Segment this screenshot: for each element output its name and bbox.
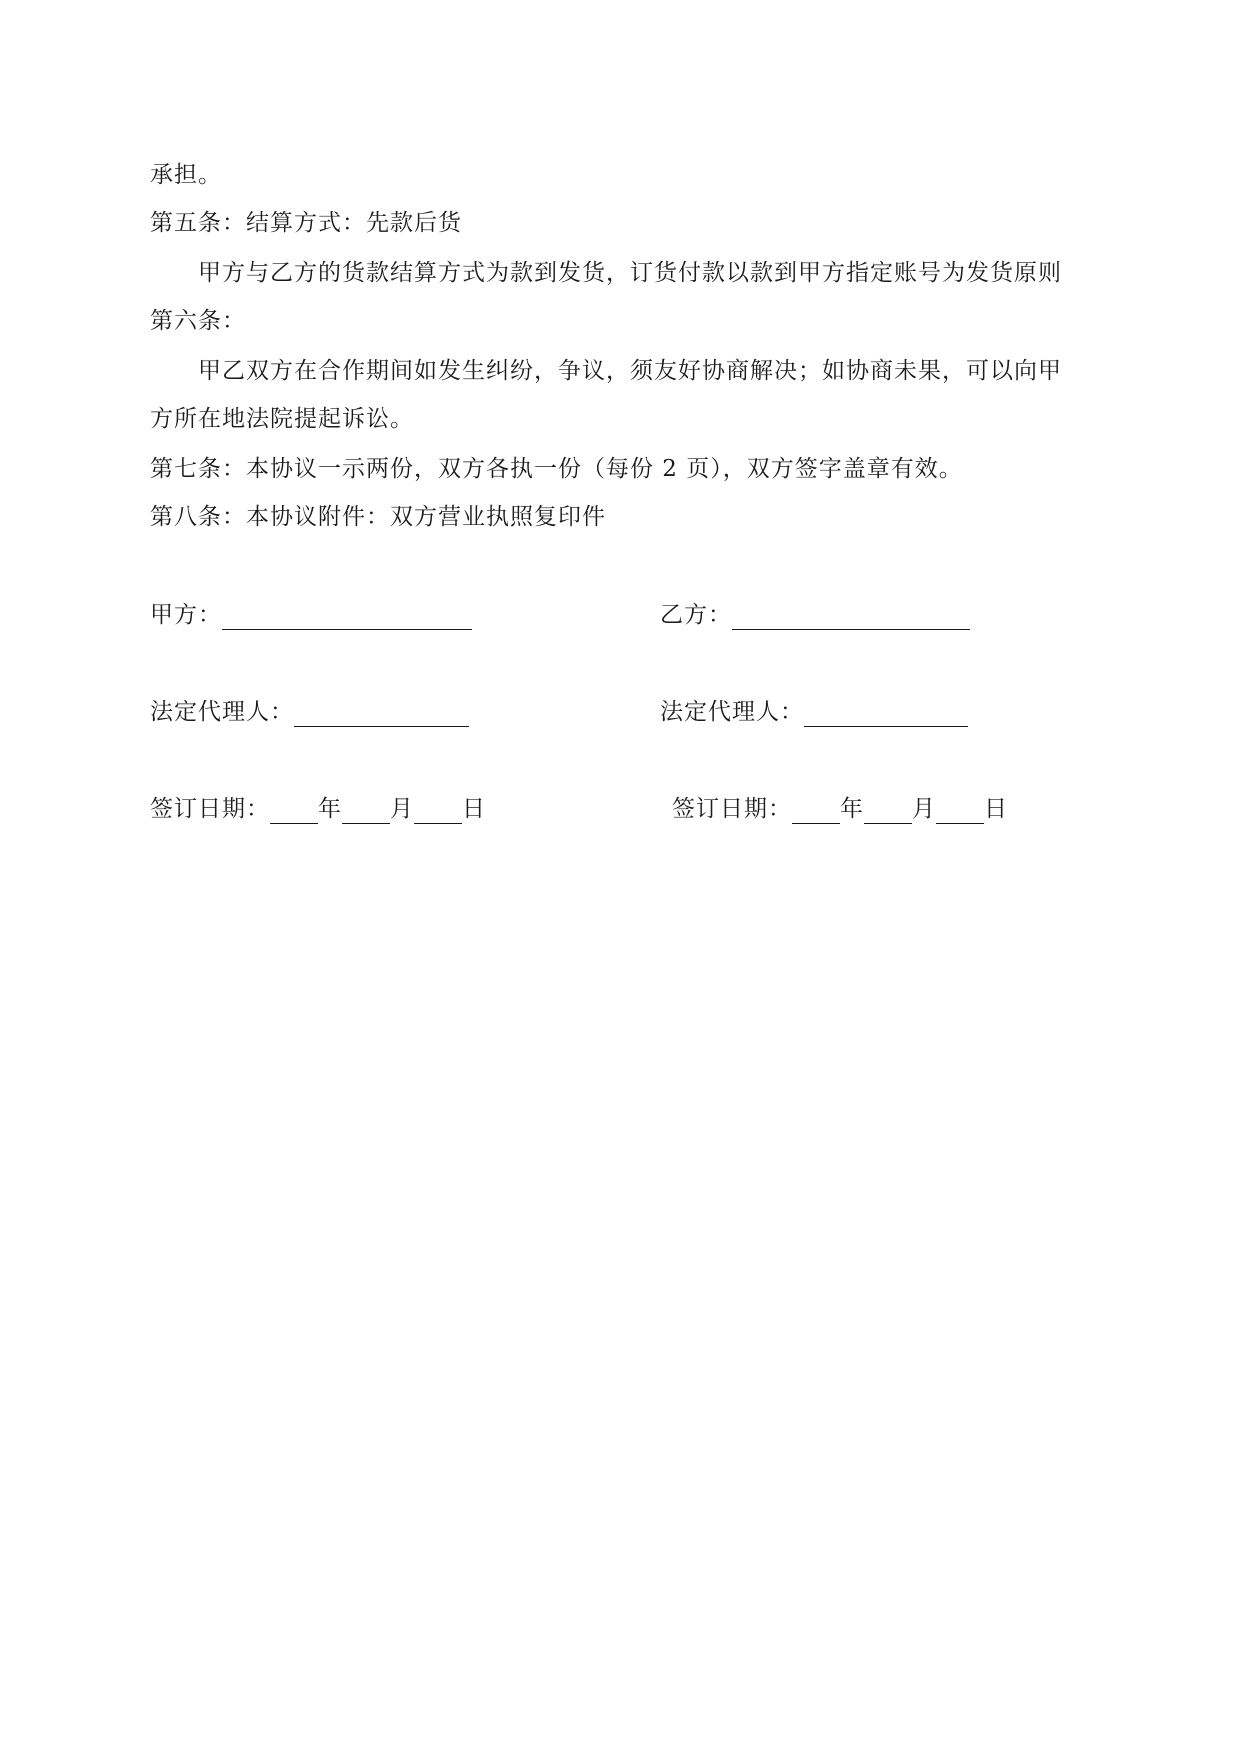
- party-b-signature-line: [732, 605, 970, 630]
- month-unit-a: 月: [390, 796, 414, 822]
- day-line-a: [414, 799, 462, 824]
- day-unit-b: 日: [984, 796, 1008, 822]
- month-line-b: [864, 799, 912, 824]
- party-a-signature-line: [222, 605, 472, 630]
- sign-date-a-row: [150, 794, 486, 824]
- legal-rep-a-row: [150, 697, 469, 727]
- text-line-continuation: 承担。: [150, 162, 222, 188]
- year-line-b: [792, 799, 840, 824]
- article-6-title: 第六条：: [150, 308, 246, 334]
- legal-rep-a-label: 法定代理人：: [150, 699, 294, 725]
- month-unit-b: 月: [912, 796, 936, 822]
- year-unit-b: 年: [840, 796, 864, 822]
- legal-rep-b-label: 法定代理人：: [660, 699, 804, 725]
- year-line-a: [270, 799, 318, 824]
- sign-date-b-row: [672, 794, 1008, 824]
- sign-date-a-label: 签订日期：: [150, 796, 270, 822]
- article-6-text-line-2: 方所在地法院提起诉讼。: [150, 406, 414, 432]
- day-line-b: [936, 799, 984, 824]
- legal-rep-b-row: [660, 697, 968, 727]
- article-5-text: 甲方与乙方的货款结算方式为款到发货，订货付款以款到甲方指定账号为发货原则: [198, 260, 1062, 286]
- article-5-title: 第五条：结算方式：先款后货: [150, 210, 462, 236]
- legal-rep-b-line: [804, 702, 968, 727]
- day-unit-a: 日: [462, 796, 486, 822]
- party-a-label: 甲方：: [150, 602, 222, 628]
- article-6-text-line-1: 甲乙双方在合作期间如发生纠纷，争议，须友好协商解决；如协商未果，可以向甲: [198, 358, 1062, 384]
- party-a-signature-row: [150, 600, 472, 630]
- party-b-label: 乙方：: [660, 602, 732, 628]
- article-8: 第八条：本协议附件：双方营业执照复印件: [150, 504, 606, 530]
- article-7: 第七条：本协议一示两份，双方各执一份（每份 2 页），双方签字盖章有效。: [150, 456, 963, 482]
- year-unit-a: 年: [318, 796, 342, 822]
- party-b-signature-row: [660, 600, 970, 630]
- sign-date-b-label: 签订日期：: [672, 796, 792, 822]
- legal-rep-a-line: [294, 702, 469, 727]
- month-line-a: [342, 799, 390, 824]
